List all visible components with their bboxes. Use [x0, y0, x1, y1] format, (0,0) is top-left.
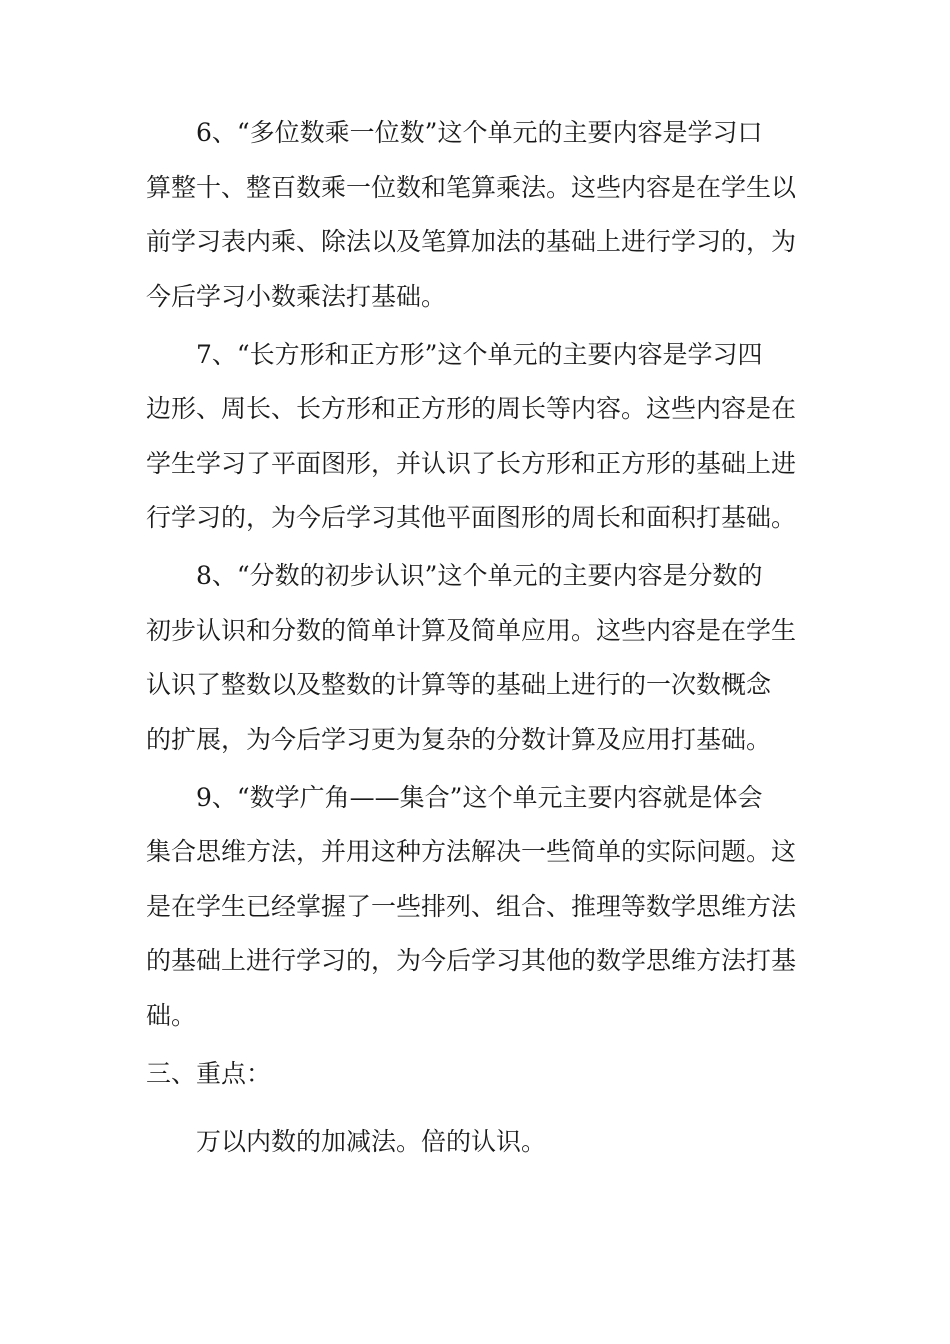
section-body: 万以内数的加减法。倍的认识。 — [196, 1127, 547, 1156]
paragraph-9-line-2: 集合思维方法，并用这种方法解决一些简单的实际问题。这 — [146, 837, 797, 866]
paragraph-6-line-4: 今后学习小数乘法打基础。 — [146, 282, 447, 311]
paragraph-7-line-3: 学生学习了平面图形，并认识了长方形和正方形的基础上进 — [146, 449, 797, 478]
paragraph-8-line-1: 8、“分数的初步认识”这个单元的主要内容是分数的 — [196, 561, 763, 590]
paragraph-6-line-3: 前学习表内乘、除法以及笔算加法的基础上进行学习的，为 — [146, 227, 797, 256]
section-heading: 三、重点： — [146, 1059, 272, 1088]
paragraph-8-line-4: 的扩展，为今后学习更为复杂的分数计算及应用打基础。 — [146, 725, 772, 754]
paragraph-9-line-4: 的基础上进行学习的，为今后学习其他的数学思维方法打基 — [146, 946, 797, 975]
paragraph-8-line-3: 认识了整数以及整数的计算等的基础上进行的一次数概念 — [146, 670, 772, 699]
paragraph-7-line-1: 7、“长方形和正方形”这个单元的主要内容是学习四 — [196, 340, 763, 369]
paragraph-8-line-2: 初步认识和分数的简单计算及简单应用。这些内容是在学生 — [146, 616, 797, 645]
paragraph-6-line-2: 算整十、整百数乘一位数和笔算乘法。这些内容是在学生以 — [146, 173, 797, 202]
paragraph-6-line-1: 6、“多位数乘一位数”这个单元的主要内容是学习口 — [196, 118, 763, 147]
paragraph-7-line-2: 边形、周长、长方形和正方形的周长等内容。这些内容是在 — [146, 394, 797, 423]
paragraph-9-line-5: 础。 — [146, 1001, 197, 1030]
paragraph-9-line-3: 是在学生已经掌握了一些排列、组合、推理等数学思维方法 — [146, 892, 797, 921]
paragraph-9-line-1: 9、“数学广角——集合”这个单元主要内容就是体会 — [196, 783, 763, 812]
paragraph-7-line-4: 行学习的，为今后学习其他平面图形的周长和面积打基础。 — [146, 503, 797, 532]
